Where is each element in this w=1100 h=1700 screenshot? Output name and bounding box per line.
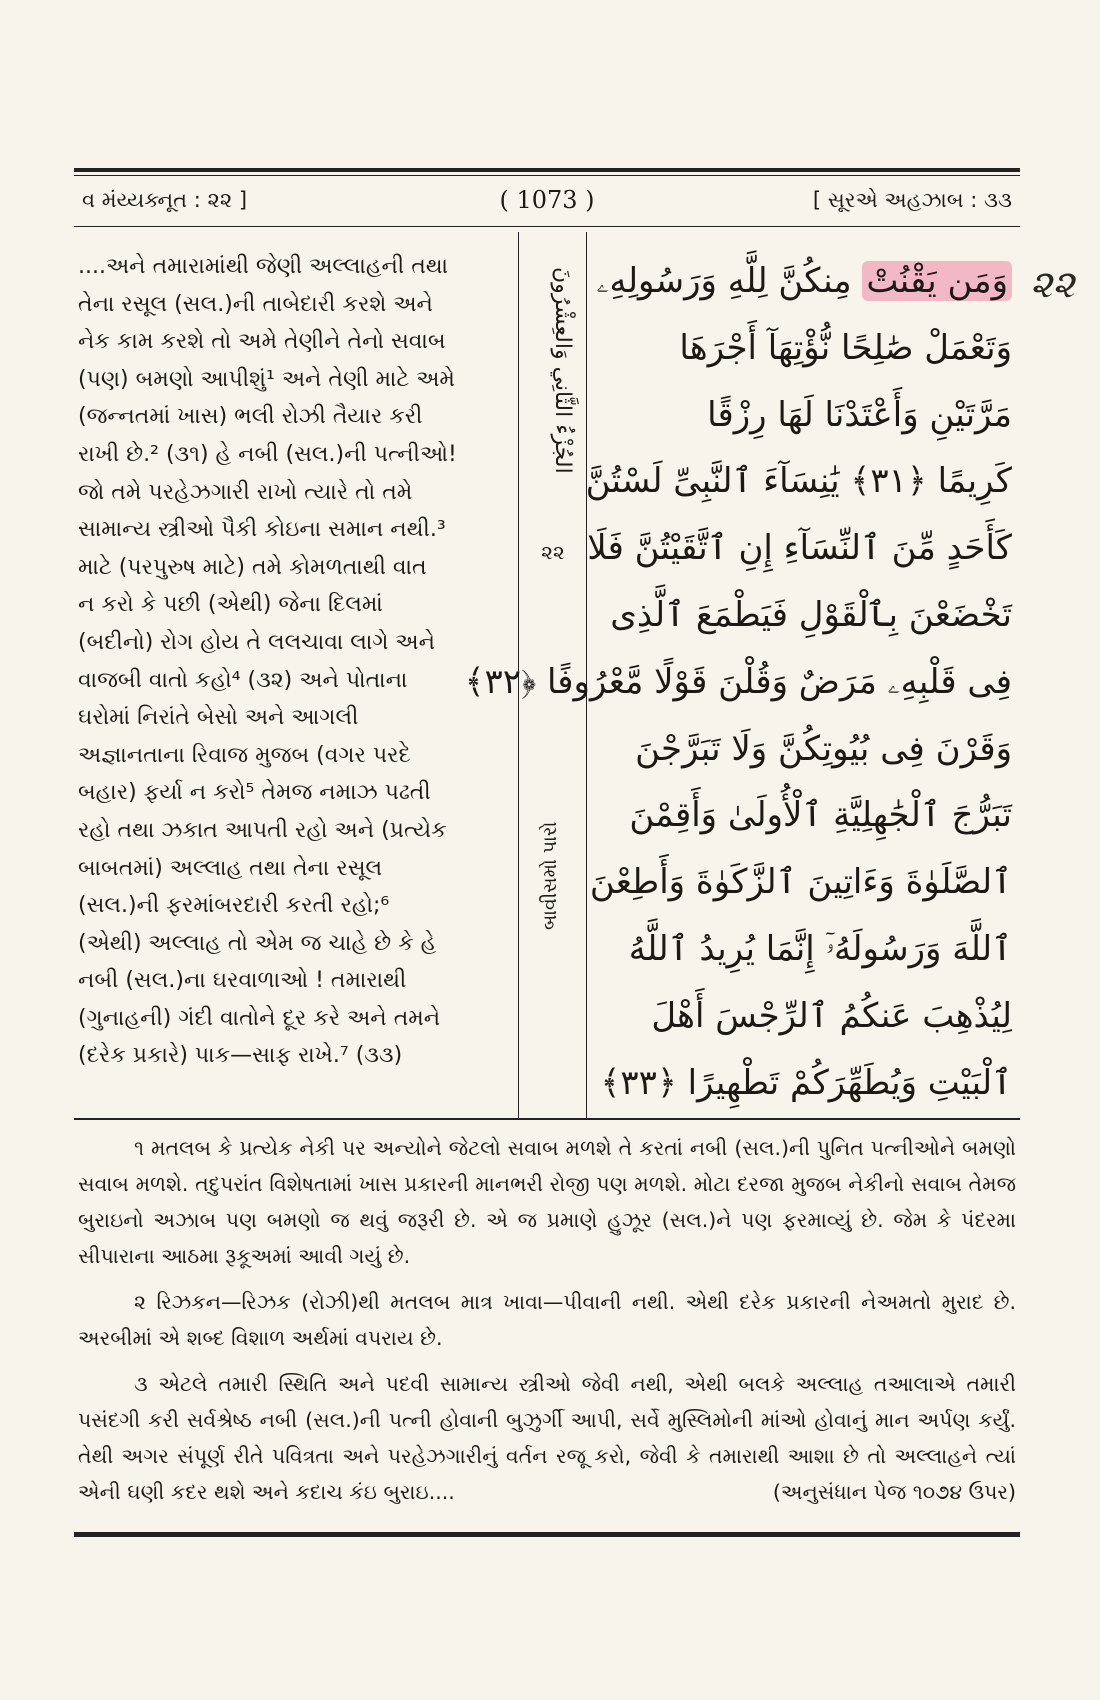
page-number: ( 1073 )	[499, 186, 595, 214]
arabic-line-rest: مِنكُنَّ لِلَّهِ وَرَسُولِهِۦ	[596, 261, 852, 301]
arabic-line: ٱلْبَيْتِ وَيُطَهِّرَكُمْ تَطْهِيرًا ﴿٣٣﴾	[600, 1062, 1012, 1103]
juz-name-arabic: الجُزْءُ الثَّانِي وَالعِشْرُونَ	[550, 266, 575, 474]
translation-line: તેના રસૂલ (સલ.)ની તાબેદારી કરશે અને	[78, 291, 433, 317]
translation-line: (એથી) અલ્લાહ તો એમ જ ચાહે છે કે હે	[78, 930, 437, 956]
translation-line: રહો તથા ઝકાત આપતી રહો અને (પ્રત્યેક	[78, 817, 447, 843]
translation-line: વાજબી વાતો કહો⁴ (૩૨) અને પોતાના	[78, 667, 408, 693]
arabic-line: لِيُذْهِبَ عَنكُمُ ٱلرِّجْسَ أَهْلَ	[651, 995, 1012, 1036]
translation-line: ઘરોમાં નિરાંતે બેસો અને આગલી	[78, 705, 359, 731]
arabic-line: تَبَرُّجَ ٱلْجَٰهِلِيَّةِ ٱلْأُولَىٰ وَأَقِمْنَ	[629, 795, 1012, 836]
footnote-text: ૨ રિઝકન—રિઝક (રોઝી)થી મતલબ માત્ર ખાવા—પીવાની નથી. એથી દરેક પ્રકારની નેઅમતો મુરાદ છે. અરબીમાં એ શબ્દ વિશાળ અર્થમાં વપરાય છે.	[78, 1290, 1016, 1350]
header-surah-title: [ સૂરએ અહઝાબ : ૩૩	[812, 188, 1012, 212]
arabic-line: تَخْضَعْنَ بِٱلْقَوْلِ فَيَطْمَعَ ٱلَّذِى	[610, 594, 1012, 635]
top-border-rule	[74, 168, 1020, 176]
page-header	[74, 188, 1020, 218]
translation-line: ન કરો કે પછી (એથી) જેના દિલમાં	[78, 592, 383, 618]
translation-line: રાખી છે.² (૩૧) હે નબી (સલ.)ની પત્નીઓ!	[78, 441, 457, 467]
translation-line: નેક કામ કરશે તો અમે તેણીને તેનો સવાબ	[78, 329, 446, 355]
arabic-line: كَرِيمًا ﴿٣١﴾ يَٰنِسَآءَ ٱلنَّبِىِّ لَسْتُنَّ	[585, 461, 1012, 502]
text-bottom-rule	[74, 1118, 1020, 1120]
handwritten-note: ૨૨	[1030, 262, 1075, 306]
translation-line: બાબતમાં) અલ્લાહ તથા તેના રસૂલ	[78, 855, 383, 881]
arabic-line: كَأَحَدٍ مِّنَ ٱلنِّسَآءِ إِنِ ٱتَّقَيْتُنَّ فَلَا	[587, 528, 1012, 569]
continuation-note: (અનુસંધાન પેજ ૧૦૭૪ ઉપર)	[772, 1480, 1016, 1504]
highlighted-phrase: وَمَن يَقْنُتْ	[862, 261, 1012, 301]
footnote	[78, 1284, 1016, 1356]
translation-line: (સલ.)ની ફરમાંબરદારી કરતી રહો;⁶	[78, 893, 390, 919]
translation-line: (પણ) બમણો આપીશું¹ અને તેણી માટે અમે	[78, 366, 455, 392]
translation-line: જો તમે પરહેઝગારી રાખો ત્યારે તો તમે	[78, 479, 413, 505]
arabic-line: ٱللَّهَ وَرَسُولَهُۥٓ إِنَّمَا يُرِيدُ ٱللَّهُ	[628, 928, 1012, 969]
translation-line: બહાર) ફર્યા ન કરો⁵ તેમજ નમાઝ પઢતી	[78, 780, 431, 806]
arabic-line: مَرَّتَيْنِ وَأَعْتَدْنَا لَهَا رِزْقًا	[707, 394, 1012, 435]
arabic-line	[592, 248, 1012, 315]
translation-line: (ગુનાહની) ગંદી વાતોને દૂર કરે અને તમને	[78, 1005, 441, 1031]
bottom-border-rule	[74, 1532, 1020, 1537]
arabic-line: وَقَرْنَ فِى بُيُوتِكُنَّ وَلَا تَبَرَّجْنَ	[635, 728, 1012, 769]
header-divider-rule	[74, 226, 1020, 227]
arabic-line: ٱلصَّلَوٰةَ وَءَاتِينَ ٱلزَّكَوٰةَ وَأَطِعْنَ	[589, 862, 1012, 903]
footnotes	[78, 1130, 1016, 1520]
translation-line: (દરેક પ્રકારે) પાક—સાફ રાખે.⁷ (૩૩)	[78, 1043, 403, 1069]
translation-line: (બદીનો) રોગ હોય તે લલચાવા લાગે અને	[78, 629, 435, 655]
translation-line: (જન્નતમાં ખાસ) ભલી રોઝી તૈયાર કરી	[78, 404, 423, 430]
footnote	[78, 1366, 1016, 1510]
translation-line: માટે (પરપુરુષ માટે) તમે કોમળતાથી વાત	[78, 554, 427, 580]
footnote-text: ૩ એટલે તમારી સ્થિતિ અને પદવી સામાન્ય સ્ત્રીઓ જેવી નથી, એથી બલકે અલ્લાહ તઆલાએ તમારી પસંદગી કરી સર્વશ્રેષ્ઠ નબી (સલ.)ની પત્ની હોવાની બુઝુર્ગી આપી, સર્વે મુસ્લિમોની માંઓ હોવાનું માન અર્પણ કર્યું. તેથી અગર સંપૂર્ણ રીતે પવિત્રતા અને પરહેઝગારીનું વર્તન રજૂ કરો, જેવી કે તમારાથી આશા છે તો અલ્લાહને ત્યાં એની ઘણી કદર થશે અને કદાચ કંઇ બુરાઇ....	[78, 1372, 1016, 1504]
translation-line: અજ્ઞાનતાના રિવાજ મુજબ (વગર પરદે	[78, 742, 411, 768]
header-juz-title: વ મંય્યક્નૂત : ૨૨ ]	[82, 188, 248, 212]
arabic-line: فِى قَلْبِهِۦ مَرَضٌ وَقُلْنَ قَوْلًا مَّعْرُوفًا ﴿٣٢﴾	[464, 661, 1012, 702]
translation-line: નબી (સલ.)ના ઘરવાળાઓ ! તમારાથી	[78, 968, 407, 994]
translation-line: સામાન્ય સ્ત્રીઓ પૈકી કોઇના સમાન નથી.³	[78, 517, 446, 543]
arabic-line: وَتَعْمَلْ صَٰلِحًا نُّؤْتِهَآ أَجْرَهَا	[679, 327, 1012, 368]
footnote-text: ૧ મતલબ કે પ્રત્યેક નેકી પર અન્યોને જેટલો સવાબ મળશે તે કરતાં નબી (સલ.)ની પુનિત પત્નીઓને બમણો સવાબ મળશે. તદુપરાંત વિશેષતામાં ખાસ પ્રકારની માનભરી રોજી પણ મળશે. મોટા દરજા મુજબ નેકીનો સવાબ તેમજ બુરાઇનો અઝાબ પણ બમણો જ થવું જરૂરી છે. એ જ પ્રમાણે હુઝૂર (સલ.)ને પણ ફરમાવ્યું છે. જેમ કે પંદરમા સીપારાના આઠમા રૂકૂઅમાં આવી ગયું છે.	[78, 1136, 1016, 1268]
gujarati-translation	[78, 248, 510, 1075]
para-label: બાવીસમો પારો	[539, 821, 561, 930]
translation-line: ....અને તમારામાંથી જેણી અલ્લાહની તથા	[78, 254, 449, 279]
footnote	[78, 1130, 1016, 1274]
juz-number: ૨૨	[541, 540, 565, 564]
